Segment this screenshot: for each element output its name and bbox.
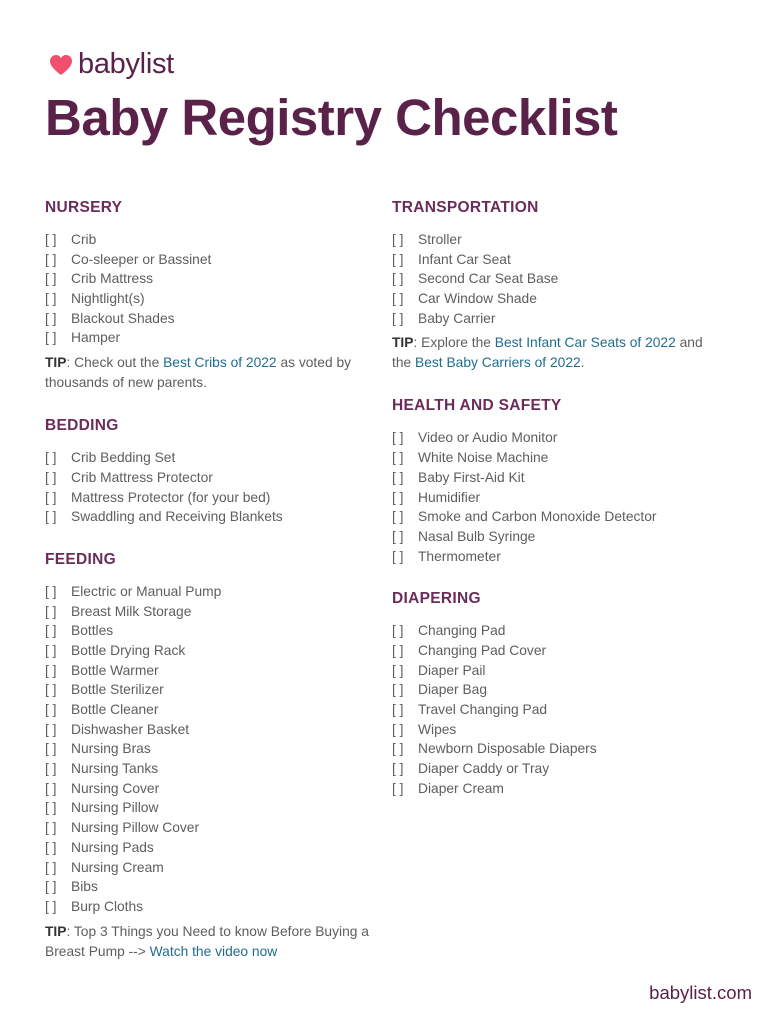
checkbox[interactable]: [ ] [45,469,57,485]
checklist-item[interactable] [45,309,375,329]
checklist-item[interactable] [45,448,375,468]
checkbox[interactable]: [ ] [392,528,404,544]
item-label: Infant Car Seat [418,251,511,267]
checklist-item[interactable] [392,468,722,488]
checklist-item[interactable] [45,488,375,508]
checkbox[interactable]: [ ] [45,662,57,678]
page-title: Baby Registry Checklist [45,89,618,146]
tip-text: : Check out the [66,355,164,371]
item-label: Crib Bedding Set [71,450,176,466]
checkbox[interactable]: [ ] [45,330,57,346]
section-title: DIAPERING [392,590,481,608]
checklist-item[interactable] [392,527,722,547]
item-label: Bottles [71,623,114,639]
checklist [392,621,722,798]
checkbox[interactable]: [ ] [45,761,57,777]
tip-label: TIP [45,923,67,939]
item-label: Nasal Bulb Syringe [418,528,536,544]
checklist-item[interactable] [45,582,375,602]
left-column [45,198,375,985]
checklist-item[interactable] [392,739,722,759]
checkbox[interactable]: [ ] [45,741,57,757]
checkbox[interactable]: [ ] [45,251,57,267]
item-label: Nursing Pads [71,839,154,855]
item-label: Baby First-Aid Kit [418,469,525,485]
checkbox[interactable]: [ ] [45,291,57,307]
checklist-item[interactable] [392,759,722,779]
item-label: Diaper Caddy or Tray [418,761,550,777]
checklist-item[interactable] [45,818,375,838]
checklist-item[interactable] [392,448,722,468]
item-label: Changing Pad [418,623,506,639]
right-column [392,198,722,821]
item-label: Stroller [418,232,462,247]
section-health-and-safety [392,396,722,566]
tip-label: TIP [392,335,414,351]
item-label: Bibs [71,879,98,895]
item-label: Second Car Seat Base [418,271,559,287]
checklist [45,230,375,348]
footer-url[interactable]: babylist.com [649,982,752,1003]
checklist-item[interactable] [45,269,375,289]
checkbox[interactable]: [ ] [45,859,57,875]
checklist-item[interactable] [45,680,375,700]
item-label: Newborn Disposable Diapers [418,741,597,757]
checklist-item[interactable] [45,289,375,309]
checkbox[interactable]: [ ] [392,271,404,287]
checklist [392,428,722,566]
section-feeding [45,550,375,962]
checklist-item[interactable] [45,897,375,917]
checklist [45,448,375,527]
checkbox[interactable]: [ ] [392,642,404,658]
checkbox[interactable]: [ ] [45,682,57,698]
section-title: TRANSPORTATION [392,199,539,216]
checklist-item[interactable] [392,661,722,681]
tip-text: as voted by thousands of new parents. [45,355,352,391]
checkbox[interactable]: [ ] [392,682,404,698]
checkbox[interactable]: [ ] [392,251,404,267]
item-label: Thermometer [418,548,501,564]
checklist-item[interactable] [392,700,722,720]
checkbox[interactable]: [ ] [392,780,404,796]
item-label: Crib Mattress Protector [71,469,213,485]
checklist-item[interactable] [392,230,722,250]
item-label: Nursing Pillow [71,800,159,816]
item-label: Breast Milk Storage [71,603,192,619]
checkbox[interactable]: [ ] [392,662,404,678]
checklist [45,582,375,917]
item-label: Video or Audio Monitor [418,430,558,446]
item-label: White Noise Machine [418,450,549,466]
item-label: Co-sleeper or Bassinet [71,251,212,267]
checklist-item[interactable] [45,798,375,818]
item-label: Crib [71,232,97,247]
tip-label: TIP [45,355,67,371]
section-title: HEALTH AND SAFETY [392,397,562,415]
checklist-item[interactable] [45,877,375,897]
item-label: Crib Mattress [71,271,154,287]
section-title: NURSERY [45,199,123,216]
checklist-item[interactable] [45,779,375,799]
tip-text: and the [392,335,703,371]
checklist-item[interactable] [45,230,375,250]
brand-logo [48,46,174,82]
item-label: Electric or Manual Pump [71,583,222,599]
checklist-item[interactable] [392,428,722,448]
tip-text: . [580,355,585,371]
checkbox[interactable]: [ ] [392,450,404,466]
checklist-item[interactable] [45,720,375,740]
checkbox[interactable]: [ ] [45,489,57,505]
checklist-item[interactable] [45,838,375,858]
checklist-item[interactable] [45,250,375,270]
tip [45,922,375,962]
item-label: Nightlight(s) [71,291,145,307]
checklist-item[interactable] [392,779,722,799]
baby-carriers-link[interactable]: Best Baby Carriers of 2022 [415,355,581,371]
item-label: Diaper Bag [418,682,488,698]
checkbox[interactable]: [ ] [392,509,404,525]
item-label: Changing Pad Cover [418,642,547,658]
checkbox[interactable]: [ ] [392,430,404,446]
section-bedding [45,416,375,527]
watch-video-link[interactable]: Watch the video now [149,943,278,959]
item-label: Humidifier [418,489,481,505]
checkbox[interactable]: [ ] [45,603,57,619]
item-label: Nursing Pillow Cover [71,820,200,836]
checklist-item[interactable] [45,621,375,641]
item-label: Nursing Tanks [71,761,159,777]
checklist-item[interactable] [45,661,375,681]
checklist-item[interactable] [45,759,375,779]
section-nursery [45,198,375,393]
tip-text: : Explore the [413,335,495,351]
checklist-item[interactable] [392,507,722,527]
item-label: Smoke and Carbon Monoxide Detector [418,509,657,525]
checklist-item[interactable] [392,720,722,740]
checklist-item[interactable] [45,602,375,622]
checklist-item[interactable] [45,858,375,878]
checkbox[interactable]: [ ] [45,800,57,816]
checklist-item[interactable] [392,488,722,508]
section-transportation [392,198,722,373]
item-label: Travel Changing Pad [418,702,548,717]
item-label: Car Window Shade [418,291,537,307]
checkbox[interactable]: [ ] [45,450,57,466]
checkbox[interactable]: [ ] [392,702,404,717]
checklist-item[interactable] [392,250,722,270]
item-label: Mattress Protector (for your bed) [71,489,271,505]
checkbox[interactable]: [ ] [392,623,404,639]
checklist-item[interactable] [392,309,722,329]
item-label: Nursing Bras [71,741,151,757]
item-label: Bottle Warmer [71,662,159,678]
checkbox[interactable]: [ ] [392,761,404,777]
checklist-item[interactable] [392,621,722,641]
checklist-item[interactable] [392,289,722,309]
item-label: Wipes [418,721,457,737]
heart-icon [48,53,74,77]
item-label: Bottle Sterilizer [71,682,164,698]
checklist-item[interactable] [45,507,375,527]
checkbox[interactable]: [ ] [45,898,57,914]
checkbox[interactable]: [ ] [45,271,57,287]
checkbox[interactable]: [ ] [45,879,57,895]
checklist-item[interactable] [45,328,375,348]
tip [392,333,722,373]
checkbox[interactable]: [ ] [45,623,57,639]
item-label: Burp Cloths [71,898,144,914]
checkbox[interactable]: [ ] [45,310,57,326]
section-title: FEEDING [45,550,116,568]
checkbox[interactable]: [ ] [392,232,404,247]
item-label: Diaper Pail [418,662,486,678]
checklist-item[interactable] [45,641,375,661]
brand-name: babylist [78,47,174,80]
section-diapering [392,589,722,798]
checkbox[interactable]: [ ] [392,489,404,505]
item-label: Hamper [71,330,121,346]
checkbox[interactable]: [ ] [392,548,404,564]
checkbox[interactable]: [ ] [392,741,404,757]
checkbox[interactable]: [ ] [45,721,57,737]
checkbox[interactable]: [ ] [392,291,404,307]
checkbox[interactable]: [ ] [45,509,57,525]
checkbox[interactable]: [ ] [45,702,57,717]
checklist-item[interactable] [45,739,375,759]
item-label: Blackout Shades [71,310,175,326]
checklist-item[interactable] [45,700,375,720]
checkbox[interactable]: [ ] [45,642,57,658]
checkbox[interactable]: [ ] [392,310,404,326]
checklist-item[interactable] [392,547,722,567]
item-label: Dishwasher Basket [71,721,190,737]
item-label: Bottle Drying Rack [71,642,186,658]
item-label: Nursing Cover [71,780,160,796]
car-seats-link[interactable]: Best Infant Car Seats of 2022 [494,335,676,351]
item-label: Nursing Cream [71,859,164,875]
checklist-item[interactable] [392,680,722,700]
best-cribs-link[interactable]: Best Cribs of 2022 [163,355,277,371]
item-label: Baby Carrier [418,310,496,326]
checklist-item[interactable] [392,269,722,289]
checkbox[interactable]: [ ] [392,721,404,737]
checkbox[interactable]: [ ] [45,780,57,796]
item-label: Diaper Cream [418,780,504,796]
item-label: Bottle Cleaner [71,702,159,717]
checkbox[interactable]: [ ] [45,232,57,247]
checkbox[interactable]: [ ] [45,839,57,855]
checklist-item[interactable] [45,468,375,488]
section-title: BEDDING [45,417,119,435]
checklist [392,230,722,328]
checkbox[interactable]: [ ] [45,820,57,836]
tip [45,353,375,393]
checklist-item[interactable] [392,641,722,661]
item-label: Swaddling and Receiving Blankets [71,509,283,525]
tip-text: : Top 3 Things you Need to know Before Buying a Breast Pump --> [45,923,369,959]
checkbox[interactable]: [ ] [392,469,404,485]
checkbox[interactable]: [ ] [45,583,57,599]
